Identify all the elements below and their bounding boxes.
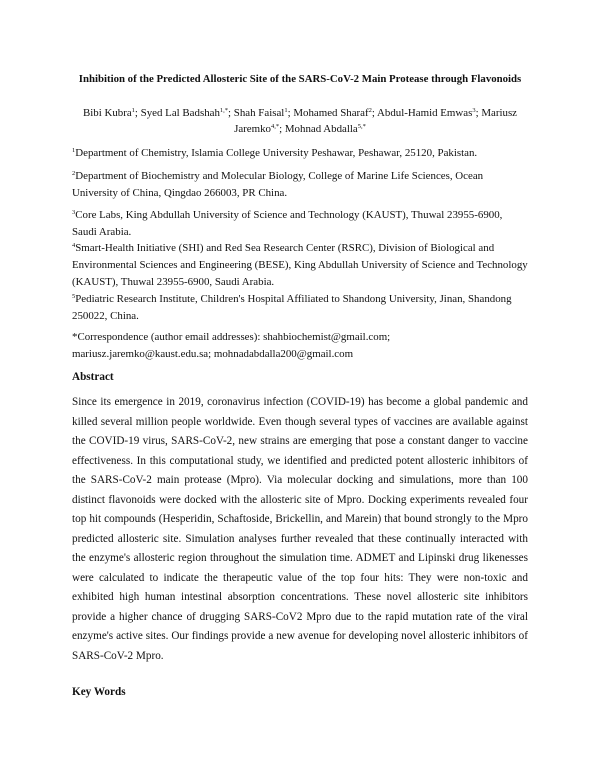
affiliation-4: $^4$Smart-Health Initiative (SHI) and Red Sea Research Center (RSRC), Division of Biological and Environmental Sciences and Engineering (BESE), King Abdullah University of Science and Technology (KAUST), Thuwal 23955-6900, Saudi Arabia. <box>72 242 528 288</box>
author: Syed Lal Badshah$^{1,*}$; <box>140 107 234 119</box>
abstract-heading: Abstract <box>72 371 114 383</box>
affiliation-1: $^1$Department of Chemistry, Islamia College University Peshawar, Peshawar, 25120, Pakistan. <box>72 147 478 159</box>
author-list <box>72 105 528 137</box>
author: Bibi Kubra$^1$; <box>82 107 141 119</box>
author: Mariusz Jaremko$^{4,*}$; <box>234 107 518 135</box>
author: Mohnad Abdalla$^{5,*}$ <box>284 123 366 135</box>
paper-title: Inhibition of the Predicted Allosteric Site of the SARS-CoV-2 Main Protease through Flavonoids <box>78 73 522 85</box>
correspondence: *Correspondence (author email addresses): shahbiochemist@gmail.com; mariusz.jaremko@kaust.edu.sa; mohnadabdalla200@gmail.com <box>72 331 391 360</box>
author: Mohamed Sharaf$^2$; <box>293 107 378 119</box>
keywords-heading: Key Words <box>72 686 126 698</box>
author: Abdul-Hamid Emwas$^3$; <box>377 107 482 119</box>
affiliation-2: $^2$Department of Biochemistry and Molecular Biology, College of Marine Life Sciences, Ocean University of China, Qingdao 266003, PR China. <box>72 170 484 199</box>
affiliation-5: $^5$Pediatric Research Institute, Children's Hospital Affiliated to Shandong University, Jinan, Shandong 250022, China. <box>72 293 512 322</box>
author: Shah Faisal$^1$; <box>233 107 294 119</box>
affiliation-3: $^3$Core Labs, King Abdullah University of Science and Technology (KAUST), Thuwal 23955-6900, Saudi Arabia. <box>72 209 503 238</box>
abstract-text: Since its emergence in 2019, coronavirus infection (COVID-19) has become a global pandemic and killed several million people worldwide. Even though several types of vaccines are available against the COVID-19 virus, SARS-CoV-2, new strains are emerging that pose a constant danger to vaccine effectiveness. In this computational study, we identified and predicted potent allosteric inhibitors of the SARS-CoV-2 main protease (Mpro). Via molecular docking and simulations, more than 100 distinct flavonoids were docked with the allosteric site of Mpro. Docking experiments revealed four top hit compounds (Hesperidin, Schaftoside, Brickellin, and Marein) that bound strongly to the Mpro predicted allosteric site. Simulation analyses further revealed that these continually interacted with the enzyme's allosteric region throughout the simulation time. ADMET and Lipinski drug likenesses were calculated to indicate the therapeutic value of the top four hits: They were non-toxic and exhibited high human intestinal absorption concentrations. These novel allosteric site inhibitors provide a higher chance of drugging SARS-CoV2 Mpro due to the rapid mutation rate of the viral enzyme's active sites. Our findings provide a new avenue for developing novel allosteric inhibitors of SARS-CoV-2 Mpro. <box>72 396 528 662</box>
